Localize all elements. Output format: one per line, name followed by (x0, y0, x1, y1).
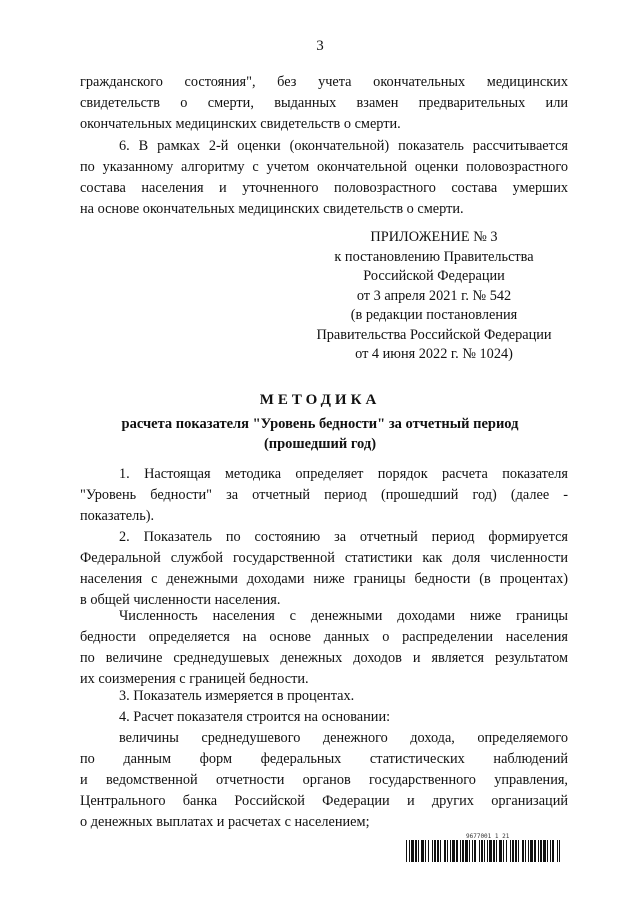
barcode-icon (406, 840, 560, 862)
text-line: населения с денежными доходами ниже границы бедности (в процентах) (80, 571, 568, 587)
text-line: гражданского состояния", без учета окончательных медицинских (80, 74, 568, 90)
text-line: и ведомственной отчетности органов государственного управления, (80, 772, 568, 788)
paragraph-4a (80, 728, 568, 833)
appendix-line: к постановлению Правительства (334, 248, 534, 265)
paragraph-3 (80, 686, 568, 707)
text-line: свидетельств о смерти, выданных взамен предварительных или (80, 95, 568, 111)
paragraph-2 (80, 527, 568, 611)
text-line: бедности определяется на основе данных о распределении населения (80, 629, 568, 645)
text-line: по данным форм федеральных статистических наблюдений (80, 751, 568, 767)
text-line: в общей численности населения. (80, 592, 281, 608)
text-line: на основе окончательных медицинских свидетельств о смерти. (80, 201, 464, 217)
paragraph-2b (80, 606, 568, 690)
text-line: величины среднедушевого денежного дохода, определяемого (119, 730, 568, 746)
appendix-line: Российской Федерации (363, 268, 505, 284)
text-line: Федеральной службой государственной статистики как доля численности (80, 550, 568, 566)
text-line: о денежных выплатах и расчетах с населением; (80, 814, 370, 830)
text-line: 3. Показатель измеряется в процентах. (119, 688, 355, 704)
text-line: "Уровень бедности" за отчетный период (прошедший год) (далее - (80, 487, 568, 503)
appendix-line: (в редакции постановления (350, 307, 518, 323)
text-line: по величине среднедушевых денежных доходов и является результатом (80, 650, 568, 666)
text-line: окончательных медицинских свидетельств о смерти. (80, 116, 401, 132)
paragraph-4 (80, 707, 568, 728)
text-line: Численность населения с денежными доходами ниже границы (119, 608, 568, 624)
text-line: 4. Расчет показателя строится на основании: (119, 709, 391, 725)
paragraph-item-6 (80, 136, 568, 220)
paragraph-continuation (80, 72, 568, 135)
barcode-number: 9677001 1 21 (466, 833, 510, 840)
text-line: по указанному алгоритму с учетом окончательной оценки половозрастного (80, 159, 568, 175)
paragraph-1 (80, 464, 568, 527)
appendix-line: от 4 июня 2022 г. № 1024) (355, 346, 513, 362)
text-line: их соизмерения с границей бедности. (80, 671, 309, 687)
document-title: МЕТОДИКА (259, 392, 381, 408)
text-line: 6. В рамках 2-й оценки (окончательной) показатель рассчитывается (119, 138, 568, 154)
appendix-line: ПРИЛОЖЕНИЕ № 3 (370, 229, 498, 245)
subtitle-line: (прошедший год) (263, 436, 377, 452)
page-number: 3 (316, 38, 324, 54)
text-line: Центрального банка Российской Федерации и других организаций (80, 793, 568, 809)
appendix-line: от 3 апреля 2021 г. № 542 (356, 287, 512, 304)
text-line: показатель). (80, 508, 155, 524)
subtitle-line: расчета показателя "Уровень бедности" за отчетный период (121, 416, 519, 432)
appendix-header (300, 228, 568, 365)
text-line: 1. Настоящая методика определяет порядок расчета показателя (119, 466, 568, 482)
text-line: 2. Показатель по состоянию за отчетный период формируется (119, 529, 568, 545)
text-line: состава населения и уточненного половозрастного состава умерших (80, 180, 568, 196)
document-subtitle (60, 414, 580, 454)
appendix-line: Правительства Российской Федерации (316, 326, 552, 343)
